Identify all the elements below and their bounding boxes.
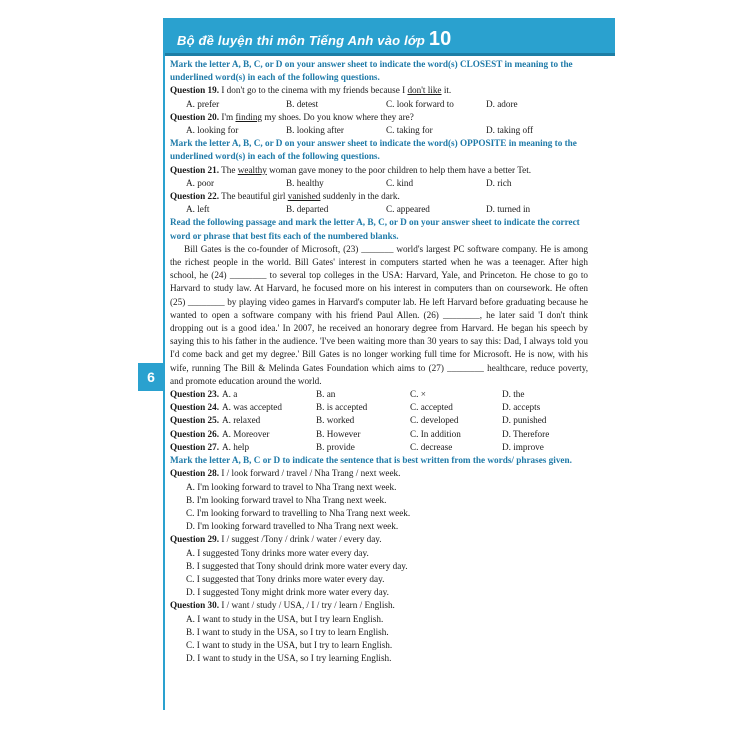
option-a: A. poor xyxy=(186,177,215,188)
header-subject-2: Tiếng Anh xyxy=(308,33,374,48)
question-text: I don't go to the cinema with my friends because I xyxy=(219,85,408,96)
option-b: B. However xyxy=(316,428,361,439)
option-a: A. relaxed xyxy=(222,415,261,426)
header-suffix: vào lớp xyxy=(373,33,429,48)
question-label: Question 19. xyxy=(170,85,220,96)
option-d: D. accepts xyxy=(502,402,541,413)
option-a: A. I suggested Tony drinks more water every day. xyxy=(186,547,369,558)
question-19 xyxy=(170,84,588,97)
question-label: Question 28. xyxy=(170,468,220,479)
option-a: A. was accepted xyxy=(222,402,282,413)
answer-row xyxy=(170,428,582,441)
question-30 xyxy=(170,599,588,612)
option-c: C. I'm looking forward to travelling to Nha Trang next week. xyxy=(186,507,411,518)
underlined-word: vanished xyxy=(287,191,321,202)
option-c: C. I want to study in the USA, but I try to learn English. xyxy=(186,639,393,650)
reading-passage: Bill Gates is the co-founder of Microsoft, (23) _______ world's largest PC software company. He is among the richest people in the world. Bill Gates' interest in computers started when he was a teenager. After high school, he (24) ________ to several top colleges in the USA: Harvard, Yale, and Princeton. He chose to go to Harvard to study law. At Harvard, he focused more on his interest in computers than on coursework. He often (25) ________ by playing video games in Harvard's computer lab. He left Harvard before graduating because he wanted to open a software company with his friend Paul Allen. (26) ________, he later said 'I don't think dropping out is a good idea.' In 2007, he received an honorary degree from Harvard. He began his speech by saying this to his father in the audience. 'I've been waiting more than 30 years to say this: Dad, I always told you I'd come back and get my degree.' Bill Gates is no longer working full time for Microsoft. He is now, with his wife, running The Bill & Melinda Gates Foundation which aims to (27) ________ healthcare, reduce poverty, and promote education around the world. xyxy=(170,243,588,386)
option-d: D. turned in xyxy=(486,204,531,215)
option-c: C. developed xyxy=(410,415,459,426)
option-b: B. is accepted xyxy=(316,402,368,413)
question-text: my shoes. Do you know where they are? xyxy=(262,111,414,122)
question-text: The xyxy=(219,164,238,175)
option-d: D. adore xyxy=(486,98,518,109)
question-29 xyxy=(170,533,588,546)
option-d: D. I want to study in the USA, so I try learning English. xyxy=(186,653,392,664)
answer-row xyxy=(170,414,582,427)
question-label: Question 30. xyxy=(170,600,220,611)
option-a: A. help xyxy=(222,441,250,452)
question-20 xyxy=(170,111,588,124)
question-prompt: I / look forward / travel / Nha Trang / next week. xyxy=(219,468,401,479)
question-label: Question 26. xyxy=(170,428,220,439)
option-d: D. rich xyxy=(486,177,512,188)
question-21 xyxy=(170,164,588,177)
answer-row xyxy=(170,401,582,414)
question-text: it. xyxy=(441,85,452,96)
question-label: Question 29. xyxy=(170,534,220,545)
option-b: B. worked xyxy=(316,415,355,426)
answer-table xyxy=(170,388,582,454)
option-d: D. I'm looking forward travelled to Nha Trang next week. xyxy=(186,521,399,532)
instruction-opposite: Mark the letter A, B, C, or D on your answer sheet to indicate the word(s) OPPOSITE in meaning to the underlined word(s) in each of the following questions. xyxy=(170,138,577,162)
question-text: The beautiful girl xyxy=(219,191,288,202)
option-b: B. departed xyxy=(286,204,329,215)
question-label: Question 25. xyxy=(170,415,220,426)
option-d: D. taking off xyxy=(486,125,534,136)
options-20 xyxy=(170,124,588,137)
question-text: I'm xyxy=(219,111,236,122)
option-c: C. accepted xyxy=(410,402,453,413)
option-c: C. kind xyxy=(386,177,414,188)
option-a: A. looking for xyxy=(186,125,239,136)
option-d: D. improve xyxy=(502,441,544,452)
option-b: B. detest xyxy=(286,98,319,109)
header-prefix: Bộ đề luyện thi xyxy=(177,33,277,48)
question-28 xyxy=(170,467,588,480)
header-subject-1: môn xyxy=(276,33,309,48)
question-label: Question 23. xyxy=(170,389,220,400)
option-a: A. Moreover xyxy=(222,428,270,439)
question-label: Question 24. xyxy=(170,402,220,413)
instruction-passage: Read the following passage and mark the letter A, B, C, or D on your answer sheet to indicate the correct word or phrase that best fits each of the numbered blanks. xyxy=(170,217,580,241)
option-c: C. × xyxy=(410,389,426,400)
option-c: C. In addition xyxy=(410,428,461,439)
option-c: C. decrease xyxy=(410,441,453,452)
underlined-word: wealthy xyxy=(237,164,267,175)
header-grade: 10 xyxy=(428,28,452,50)
option-d: D. Therefore xyxy=(502,428,550,439)
question-label: Question 20. xyxy=(170,111,220,122)
underlined-word: finding xyxy=(235,111,263,122)
option-b: B. provide xyxy=(316,441,355,452)
option-b: B. I want to study in the USA, so I try to learn English. xyxy=(186,626,389,637)
option-c: C. appeared xyxy=(386,204,430,215)
option-a: A. a xyxy=(222,389,238,400)
option-d: D. I suggested Tony might drink more water every day. xyxy=(186,587,389,598)
options-19 xyxy=(170,98,588,111)
question-label: Question 22. xyxy=(170,191,220,202)
option-b: B. I suggested that Tony should drink more water every day. xyxy=(186,560,408,571)
option-b: B. an xyxy=(316,389,336,400)
header-title xyxy=(177,28,451,51)
worksheet-content xyxy=(170,58,588,665)
underlined-word: don't like xyxy=(407,85,442,96)
question-label: Question 27. xyxy=(170,441,220,452)
option-b: B. looking after xyxy=(286,125,344,136)
instruction-closest: Mark the letter A, B, C, or D on your answer sheet to indicate the word(s) CLOSEST in meaning to the underlined word(s) in each of the following questions. xyxy=(170,59,573,83)
option-c: C. look forward to xyxy=(386,98,454,109)
question-label: Question 21. xyxy=(170,164,220,175)
option-b: B. healthy xyxy=(286,177,324,188)
option-a: A. left xyxy=(186,204,210,215)
answer-row xyxy=(170,388,582,401)
option-a: A. prefer xyxy=(186,98,220,109)
option-b: B. I'm looking forward travel to Nha Trang next week. xyxy=(186,494,387,505)
instruction-sentence: Mark the letter A, B, C or D to indicate the sentence that is best written from the words/ phrases given. xyxy=(170,455,572,466)
page-number: 6 xyxy=(138,363,164,391)
option-a: A. I want to study in the USA, but I try learn English. xyxy=(186,613,384,624)
options-21 xyxy=(170,177,588,190)
page-header xyxy=(163,20,615,56)
option-a: A. I'm looking forward to travel to Nha Trang next week. xyxy=(186,481,397,492)
question-text: suddenly in the dark. xyxy=(320,191,400,202)
question-prompt: I / suggest /Tony / drink / water / every day. xyxy=(219,534,382,545)
option-c: C. I suggested that Tony drinks more water every day. xyxy=(186,573,385,584)
question-prompt: I / want / study / USA, / I / try / learn / English. xyxy=(219,600,395,611)
answer-row xyxy=(170,441,582,454)
option-d: D. punished xyxy=(502,415,547,426)
options-22 xyxy=(170,203,588,216)
question-22 xyxy=(170,190,588,203)
option-c: C. taking for xyxy=(386,125,433,136)
option-d: D. the xyxy=(502,389,525,400)
question-text: woman gave money to the poor children to help them have a better Tet. xyxy=(266,164,532,175)
